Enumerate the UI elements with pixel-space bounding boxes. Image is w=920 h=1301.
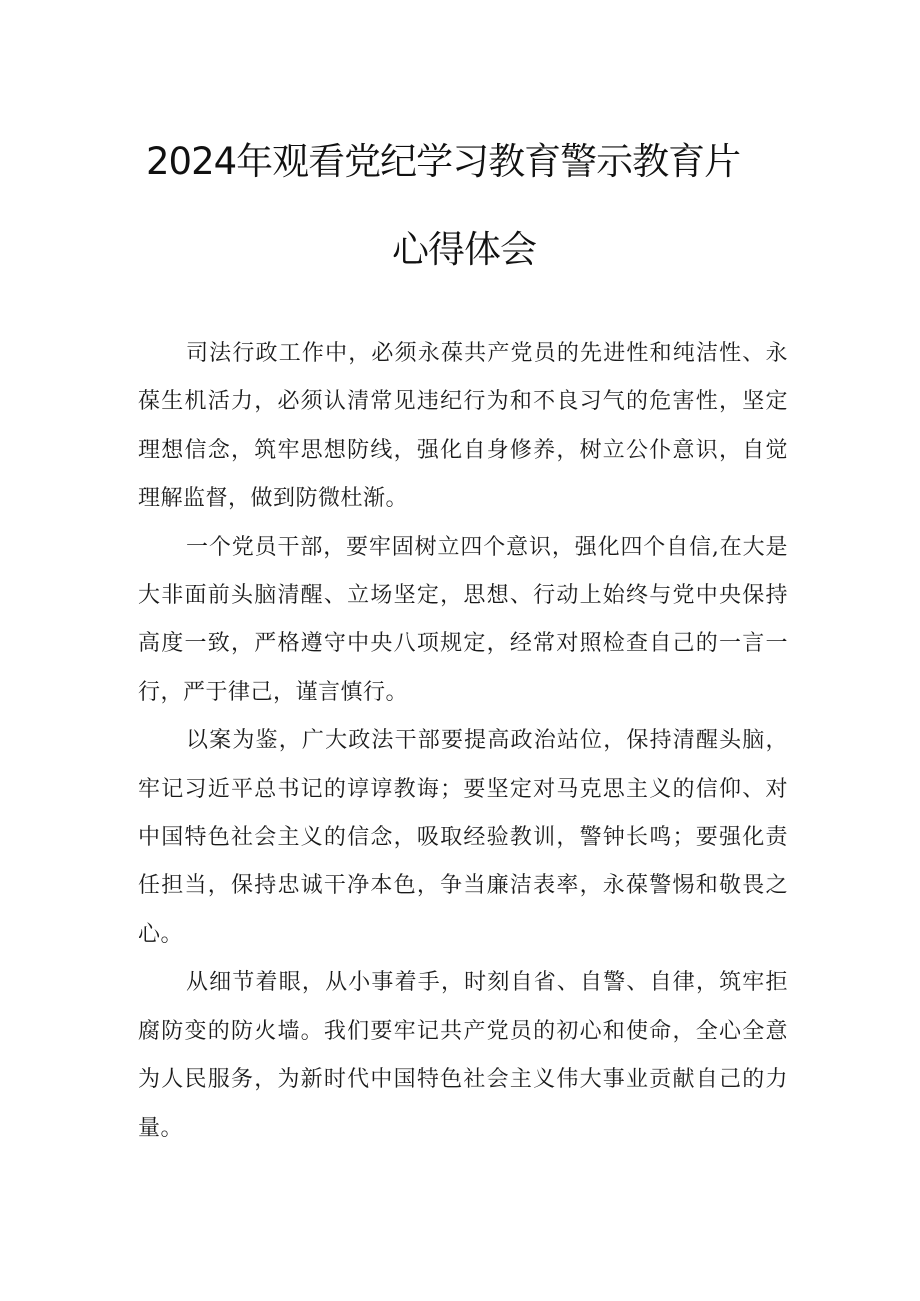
paragraph-3: 以案为鉴，广大政法干部要提高政治站位，保持清醒头脑，牢记习近平总书记的谆谆教诲；要坚定对马克思主义的信仰、对中国特色社会主义的信念，吸取经验教训，警钟长鸣；要强化责任担当，保持忠诚干净本色，争当廉洁表率，永葆警惕和敬畏之心。 <box>138 728 788 947</box>
paragraph-1: 司法行政工作中，必须永葆共产党员的先进性和纯洁性、永葆生机活力，必须认清常见违纪行为和不良习气的危害性，坚定理想信念，筑牢思想防线，强化自身修养，树立公仆意识，自觉理解监督，做到防微杜渐。 <box>138 341 788 512</box>
document-title-line-1: 2024年观看党纪学习教育警示教育片 <box>146 140 741 183</box>
paragraph-2: 一个党员干部，要牢固树立四个意识，强化四个自信,在大是大非面前头脑清醒、立场坚定，思想、行动上始终与党中央保持高度一致，严格遵守中央八项规定，经常对照检查自己的一言一行，严于律己，谨言慎行。 <box>138 534 788 705</box>
document-body <box>138 330 788 1153</box>
paragraph-4: 从细节着眼，从小事着手，时刻自省、自警、自律，筑牢拒腐防变的防火墙。我们要牢记共产党员的初心和使命，全心全意为人民服务，为新时代中国特色社会主义伟大事业贡献自己的力量。 <box>138 970 788 1141</box>
document-title-line-2: 心得体会 <box>392 228 536 271</box>
